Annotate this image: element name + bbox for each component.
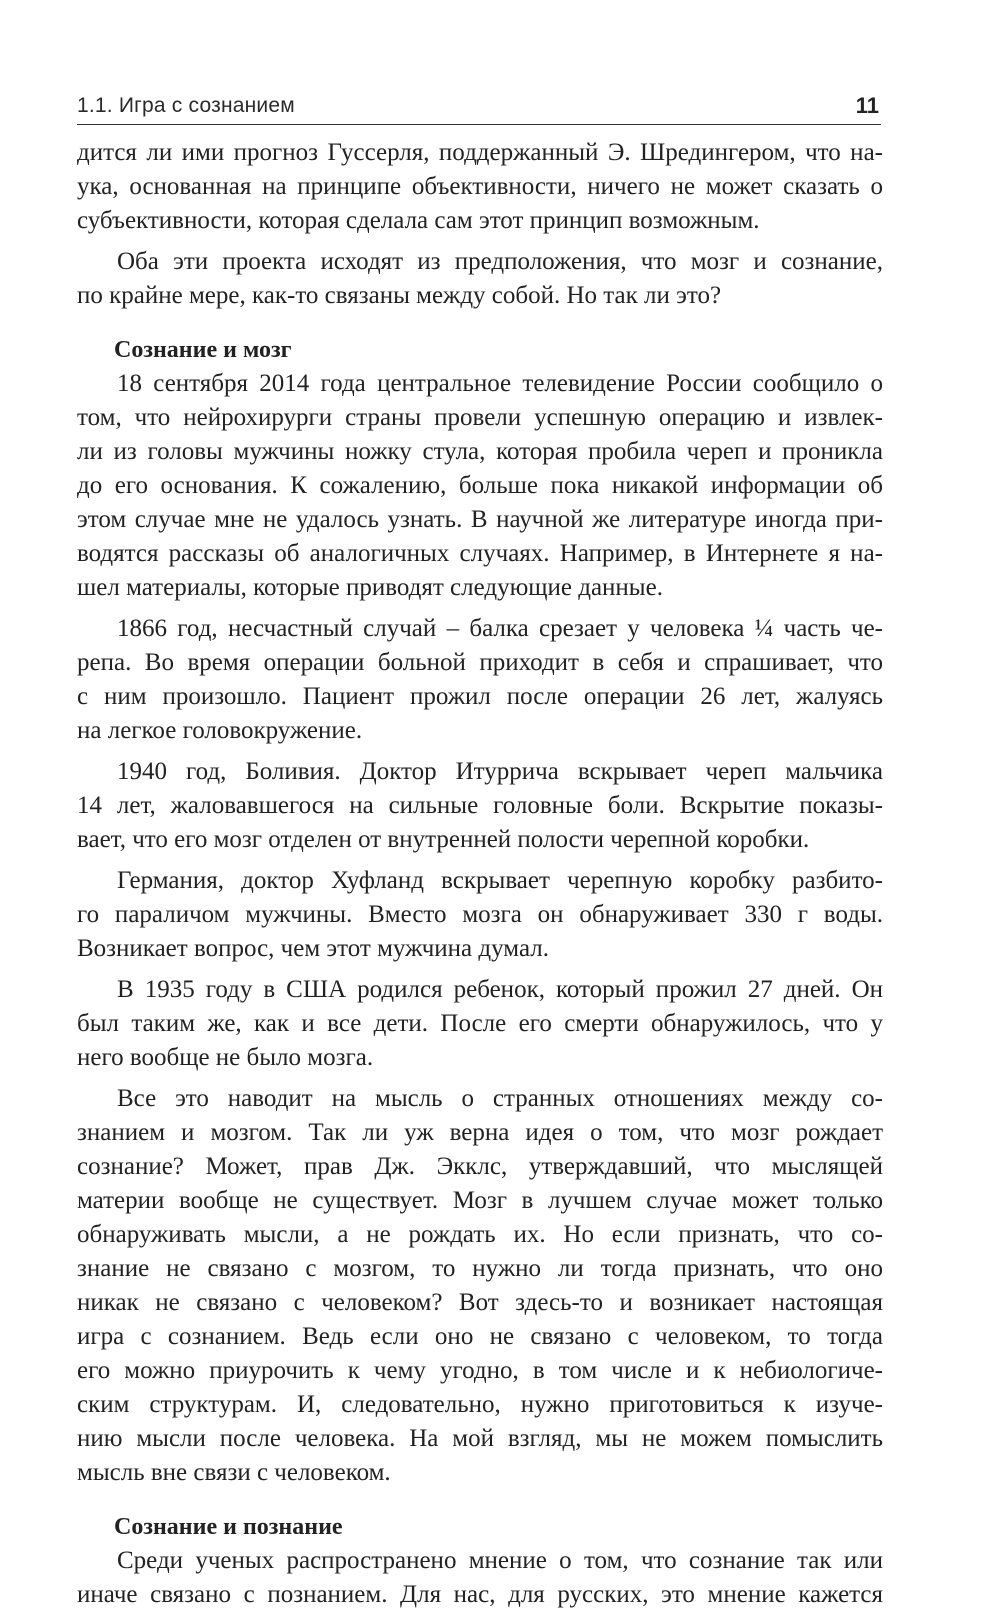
section-consciousness-brain bbox=[77, 333, 883, 1490]
text-line: репа. Во время операции больной приходит в себя и спрашивает, что bbox=[77, 649, 883, 676]
paragraph bbox=[77, 367, 883, 605]
text-line: ука, основанная на принципе объективности, ничего не может сказать о bbox=[77, 173, 883, 200]
text-line: на легкое головокружение. bbox=[77, 717, 363, 744]
text-line: 1940 год, Боливия. Доктор Итуррича вскрывает череп мальчика bbox=[117, 758, 883, 785]
text-line: него вообще не было мозга. bbox=[77, 1044, 374, 1071]
paragraph bbox=[77, 245, 883, 313]
text-line: игра с сознанием. Ведь если оно не связано с человеком, то тогда bbox=[77, 1323, 883, 1350]
text-line: Возникает вопрос, чем этот мужчина думал. bbox=[77, 935, 549, 962]
paragraph bbox=[77, 973, 883, 1075]
text-line: ским структурам. И, следовательно, нужно приготовиться к изуче- bbox=[77, 1391, 883, 1418]
text-line: нию мысли после человека. На мой взгляд, мы не можем помыслить bbox=[77, 1425, 883, 1452]
paragraph bbox=[77, 755, 883, 857]
text-line: вает, что его мозг отделен от внутренней полости черепной коробки. bbox=[77, 826, 810, 853]
paragraph bbox=[77, 612, 883, 748]
body-text bbox=[77, 136, 883, 1612]
text-line: с ним произошло. Пациент прожил после операции 26 лет, жалуясь bbox=[77, 683, 883, 710]
section-heading: Сознание и познание bbox=[114, 1514, 343, 1540]
text-line: мысль вне связи с человеком. bbox=[77, 1459, 391, 1486]
text-line: ли из головы мужчины ножку стула, которая пробила череп и проникла bbox=[77, 438, 883, 465]
text-line: знанием и мозгом. Так ли уж верна идея о том, что мозг рождает bbox=[77, 1119, 883, 1146]
text-line: никак не связано с человеком? Вот здесь-то и возникает настоящая bbox=[77, 1289, 883, 1316]
text-line: водятся рассказы об аналогичных случаях. Например, в Интернете я на- bbox=[77, 540, 883, 567]
text-line: Оба эти проекта исходят из предположения, что мозг и сознание, bbox=[117, 248, 883, 275]
text-line: В 1935 году в США родился ребенок, который прожил 27 дней. Он bbox=[117, 976, 883, 1003]
text-line: 1866 год, несчастный случай – балка срезает у человека ¼ часть че- bbox=[117, 615, 883, 642]
text-line: иначе связано с познанием. Для нас, для русских, это мнение кажется bbox=[77, 1581, 883, 1608]
text-line: по крайне мере, как-то связаны между собой. Но так ли это? bbox=[77, 282, 722, 309]
running-header bbox=[77, 92, 881, 125]
text-line: был таким же, как и все дети. После его смерти обнаружилось, что у bbox=[77, 1010, 883, 1037]
text-line: го параличом мужчины. Вместо мозга он обнаруживает 330 г воды. bbox=[77, 901, 883, 928]
paragraph bbox=[77, 864, 883, 966]
page-number: 11 bbox=[855, 93, 879, 118]
text-line: его можно приурочить к чему угодно, в том числе и к небиологиче- bbox=[77, 1357, 883, 1384]
text-line: субъективности, которая сделала сам этот принцип возможным. bbox=[77, 207, 760, 234]
text-line: до его основания. К сожалению, больше пока никакой информации об bbox=[77, 472, 883, 499]
chapter-title: 1.1. Игра с сознанием bbox=[77, 94, 295, 117]
text-line: дится ли ими прогноз Гуссерля, поддержанный Э. Шредингером, что на- bbox=[77, 139, 883, 166]
text-line: знание не связано с мозгом, то нужно ли тогда признать, что оно bbox=[77, 1255, 883, 1282]
text-line: Германия, доктор Хуфланд вскрывает черепную коробку разбито- bbox=[117, 867, 883, 894]
paragraph bbox=[77, 1544, 883, 1612]
text-line: 18 сентября 2014 года центральное телевидение России сообщило о bbox=[117, 370, 883, 397]
text-line: обнаруживать мысли, а не рождать их. Но если признать, что со- bbox=[77, 1221, 883, 1248]
text-line: Среди ученых распространено мнение о том, что сознание так или bbox=[117, 1547, 883, 1574]
text-line: 14 лет, жаловавшегося на сильные головные боли. Вскрытие показы- bbox=[77, 792, 883, 819]
section-heading: Сознание и мозг bbox=[114, 337, 292, 363]
paragraph bbox=[77, 1082, 883, 1490]
section-consciousness-cognition bbox=[77, 1510, 883, 1612]
text-line: сознание? Может, прав Дж. Экклс, утверждавший, что мыслящей bbox=[77, 1153, 883, 1180]
paragraph bbox=[77, 136, 883, 238]
text-line: Все это наводит на мысль о странных отношениях между со- bbox=[117, 1085, 883, 1112]
text-line: том, что нейрохирурги страны провели успешную операцию и извлек- bbox=[77, 404, 883, 431]
text-line: материи вообще не существует. Мозг в лучшем случае может только bbox=[77, 1187, 883, 1214]
text-line: шел материалы, которые приводят следующие данные. bbox=[77, 574, 663, 601]
text-line: этом случае мне не удалось узнать. В научной же литературе иногда при- bbox=[77, 506, 883, 533]
